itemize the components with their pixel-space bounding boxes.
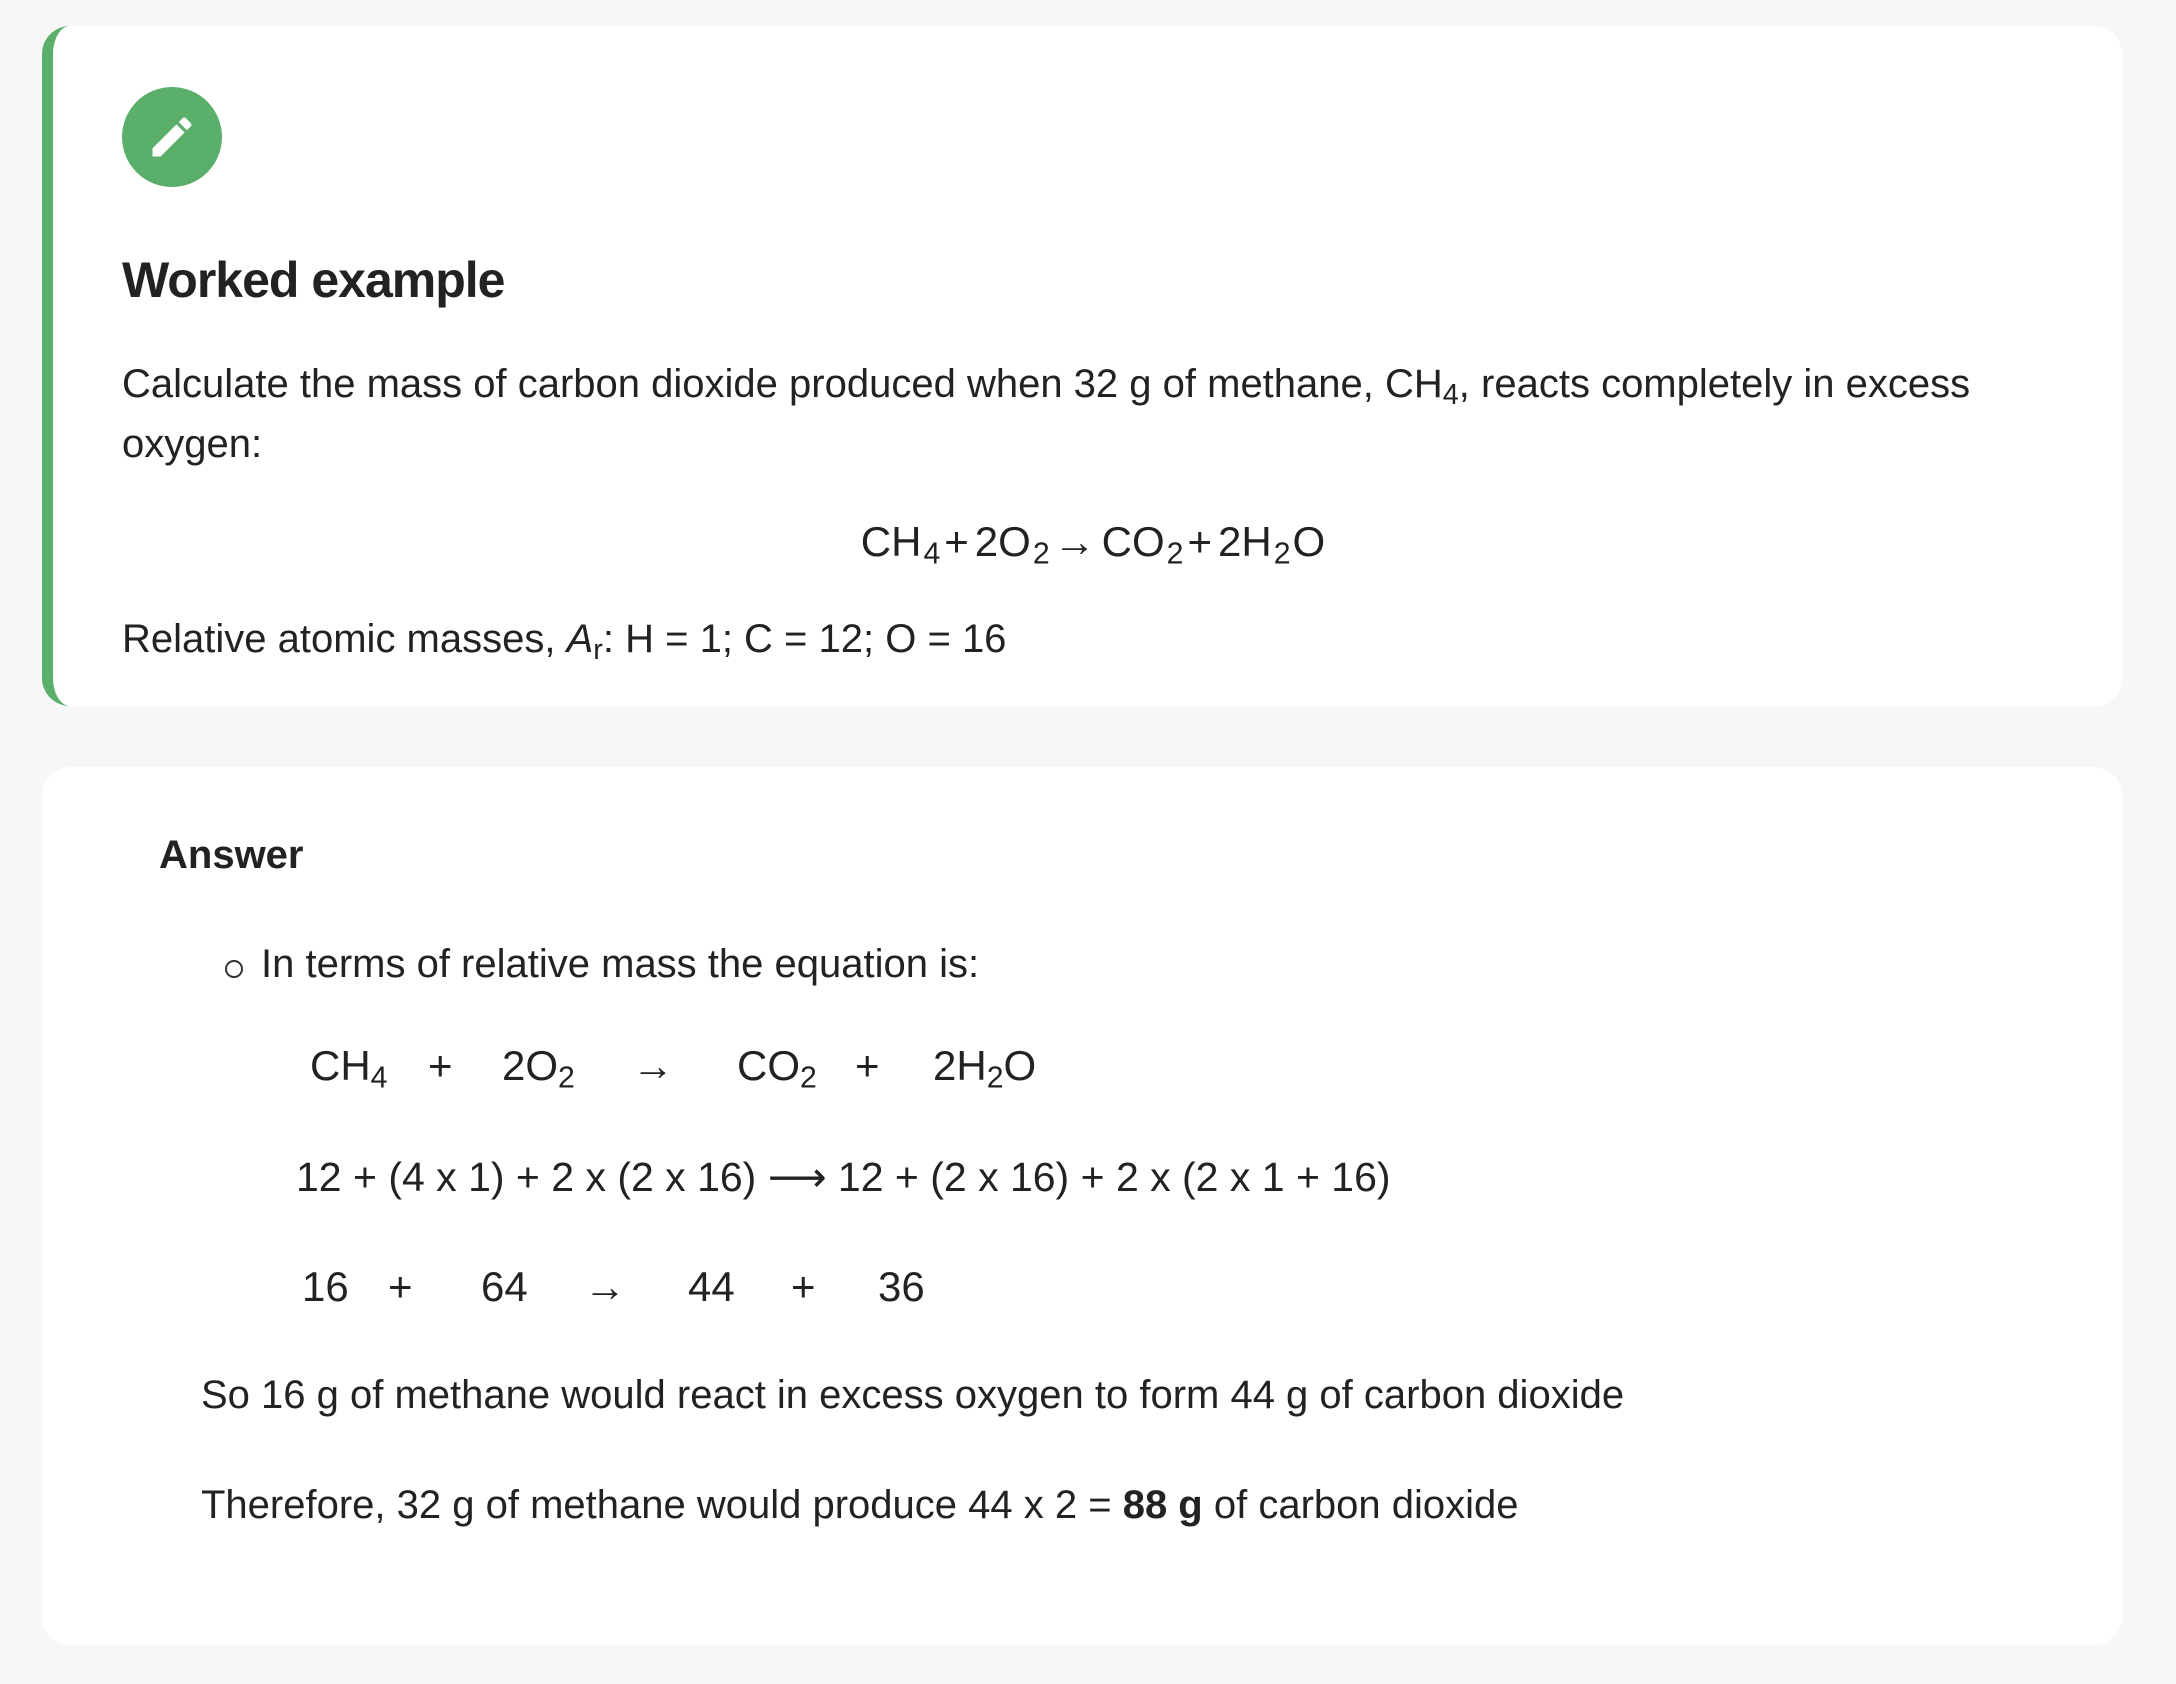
mass-methane: 16 [302,1263,349,1310]
plus-sign: + [428,1042,453,1089]
mass-carbon-dioxide: 44 [688,1263,735,1310]
plus-sign: + [855,1042,880,1089]
plus-sign: + [388,1263,413,1310]
product-carbon-dioxide: $CO_2$ [737,1042,817,1095]
relative-atomic-masses: Relative atomic masses, $A_r$: H = 1; C = 12; O = 16 [122,617,1007,667]
card-title: Worked example [122,252,505,308]
equation-mass-expression: 12 + (4 x 1) + 2 x (2 x 16) ⟶ 12 + (2 x 16) + 2 x (2 x 1 + 16) [296,1154,1391,1200]
reactant-oxygen: $2O_2$ [502,1042,575,1095]
product-water: $2H_2O$ [933,1042,1037,1095]
bullet-marker [225,960,243,978]
answer-heading: Answer [159,833,304,877]
final-answer: 88 g [1122,1483,1203,1527]
reaction-arrow: → [632,1042,674,1089]
plus-sign: + [791,1263,816,1310]
question-text: Calculate the mass of carbon dioxide produced when 32 g of methane, $CH_4$, reacts completely in excess oxygen: [122,362,1971,466]
worked-example-card [42,26,2122,706]
conclusion-line-2: Therefore, 32 g of methane would produce 44 x 2 = 88 g of carbon dioxide [201,1483,1519,1527]
reaction-arrow: → [584,1263,626,1310]
reactant-methane: $CH_4$ [310,1042,388,1095]
bullet-text: In terms of relative mass the equation is: [261,942,980,986]
conclusion-line-1: So 16 g of methane would react in excess oxygen to form 44 g of carbon dioxide [201,1373,1625,1417]
pencil-icon [122,87,222,187]
mass-water: 36 [878,1263,925,1310]
mass-oxygen: 64 [481,1263,528,1310]
balanced-equation: $CH_4+ 2O_2\to CO_2+ 2H_2O$ [860,518,1326,571]
